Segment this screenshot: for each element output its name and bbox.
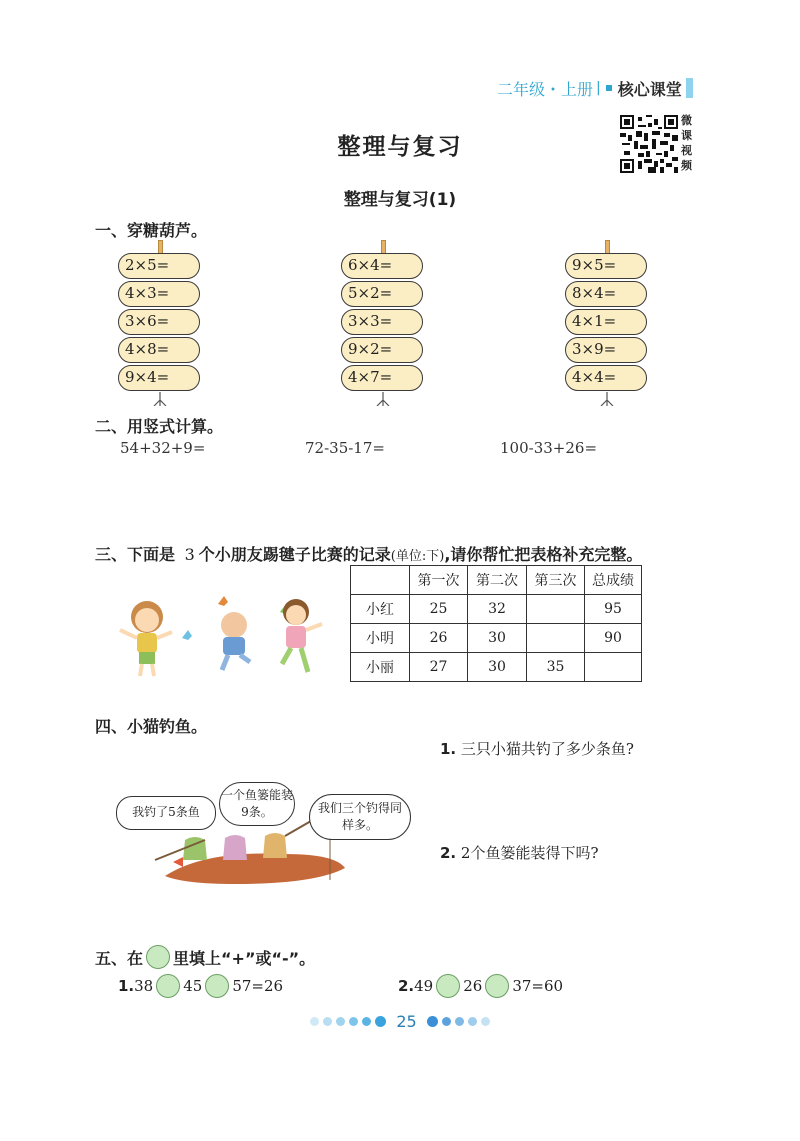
page-title: 整理与复习 — [337, 134, 463, 160]
table-header-row — [351, 566, 642, 595]
gourd-item[interactable]: 3×9= — [565, 337, 647, 363]
dot-icon — [310, 1017, 319, 1026]
heading-part: 三、下面是 — [95, 545, 176, 564]
problem-number: 2. — [398, 977, 415, 995]
page-header — [497, 78, 693, 98]
heading-part: 里填上“+”或“-”。 — [173, 948, 316, 968]
table-row — [351, 595, 642, 624]
question-number: 1. — [440, 740, 457, 758]
table-header-cell: 第一次 — [410, 566, 468, 595]
gourd-item[interactable]: 4×4= — [565, 365, 647, 391]
dot-icon — [481, 1017, 490, 1026]
speech-bubble: 一个鱼篓能装9条。 — [219, 782, 295, 826]
section3-heading — [95, 542, 642, 565]
gourd-item[interactable]: 6×4= — [341, 253, 423, 279]
table-cell: 95 — [585, 595, 642, 624]
page-subtitle: 整理与复习(1) — [343, 190, 457, 210]
gourd-item[interactable]: 4×8= — [118, 337, 200, 363]
table-header-cell: 第三次 — [527, 566, 585, 595]
stick-tail-icon — [373, 392, 393, 406]
table-cell-blank[interactable] — [585, 653, 642, 682]
gourd-item[interactable]: 2×5= — [118, 253, 200, 279]
heading-unit: (单位:下) — [390, 549, 445, 564]
answer-circle[interactable] — [436, 974, 460, 998]
heading-part: 五、在 — [95, 948, 144, 968]
gourd-item[interactable]: 9×2= — [341, 337, 423, 363]
operand: 57=26 — [232, 977, 284, 995]
question-number: 2. — [440, 844, 457, 862]
table-cell-blank[interactable] — [527, 595, 585, 624]
dot-icon — [323, 1017, 332, 1026]
dot-icon — [375, 1016, 386, 1027]
stick-tail-icon — [150, 392, 170, 406]
problem-number: 1. — [118, 977, 135, 995]
micro-video-label: 微课视频 — [681, 114, 692, 172]
operand: 26 — [463, 977, 483, 995]
table-cell: 25 — [410, 595, 468, 624]
gourd-item[interactable]: 4×3= — [118, 281, 200, 307]
table-header-cell: 总成绩 — [585, 566, 642, 595]
gourd-item[interactable]: 3×6= — [118, 309, 200, 335]
dot-icon — [349, 1017, 358, 1026]
table-cell: 35 — [527, 653, 585, 682]
gourd-item[interactable]: 4×1= — [565, 309, 647, 335]
fill-problem-2 — [398, 974, 563, 998]
dot-icon — [336, 1017, 345, 1026]
header-square-icon — [606, 85, 612, 91]
section1-heading: 一、穿糖葫芦。 — [95, 221, 208, 240]
speech-bubble: 我们三个钓得同样多。 — [309, 794, 411, 840]
calc-problem: 72-35-17= — [305, 439, 385, 457]
answer-circle[interactable] — [156, 974, 180, 998]
dot-icon — [362, 1017, 371, 1026]
dot-icon — [455, 1017, 464, 1026]
calc-problem: 54+32+9= — [120, 439, 206, 457]
dot-icon — [442, 1017, 451, 1026]
section2-heading: 二、用竖式计算。 — [95, 417, 224, 436]
header-bar-icon — [686, 78, 693, 98]
gourd-item[interactable]: 9×5= — [565, 253, 647, 279]
heading-part: 个小朋友踢毽子比赛的记录 — [198, 545, 391, 564]
header-separator: | — [596, 80, 601, 96]
stick-tail-icon — [597, 392, 617, 406]
kick-record-table — [350, 565, 642, 682]
table-header-cell: 第二次 — [468, 566, 527, 595]
fill-problem-1 — [118, 974, 283, 998]
answer-circle-icon — [146, 945, 170, 969]
question-text: 三只小猫共钓了多少条鱼? — [460, 740, 634, 758]
gourd-item[interactable]: 9×4= — [118, 365, 200, 391]
gourd-item[interactable]: 4×7= — [341, 365, 423, 391]
section4-heading: 四、小猫钓鱼。 — [95, 717, 208, 736]
table-cell: 30 — [468, 653, 527, 682]
dot-icon — [468, 1017, 477, 1026]
heading-part: ,请你帮忙把表格补充完整。 — [444, 545, 643, 564]
answer-circle[interactable] — [485, 974, 509, 998]
grade-label: 二年级・上册 — [497, 79, 594, 99]
table-cell: 小红 — [351, 595, 410, 624]
speech-bubble: 我钓了5条鱼 — [116, 796, 216, 830]
page-number: 25 — [396, 1012, 417, 1031]
operand: 37=60 — [512, 977, 564, 995]
table-cell: 小丽 — [351, 653, 410, 682]
gourd-item[interactable]: 5×2= — [341, 281, 423, 307]
table-cell: 26 — [410, 624, 468, 653]
table-cell: 27 — [410, 653, 468, 682]
dot-icon — [427, 1016, 438, 1027]
gourd-item[interactable]: 3×3= — [341, 309, 423, 335]
section5-heading — [95, 945, 315, 969]
table-cell-blank[interactable] — [527, 624, 585, 653]
operand: 49 — [414, 977, 434, 995]
table-row — [351, 624, 642, 653]
answer-circle[interactable] — [205, 974, 229, 998]
course-label: 核心课堂 — [617, 79, 682, 99]
table-cell: 小明 — [351, 624, 410, 653]
question-text: 2个鱼篓能装得下吗? — [460, 844, 599, 862]
question-2 — [440, 842, 599, 863]
table-header-cell — [351, 566, 410, 595]
table-cell: 32 — [468, 595, 527, 624]
page-footer — [0, 1012, 800, 1031]
question-1 — [440, 738, 634, 759]
table-row — [351, 653, 642, 682]
operand: 38 — [134, 977, 154, 995]
heading-number: 3 — [184, 545, 195, 564]
gourd-item[interactable]: 8×4= — [565, 281, 647, 307]
calc-problem: 100-33+26= — [500, 439, 598, 457]
kids-kicking-shuttlecock-illustration — [110, 590, 340, 680]
operand: 45 — [183, 977, 203, 995]
table-cell: 30 — [468, 624, 527, 653]
table-cell: 90 — [585, 624, 642, 653]
